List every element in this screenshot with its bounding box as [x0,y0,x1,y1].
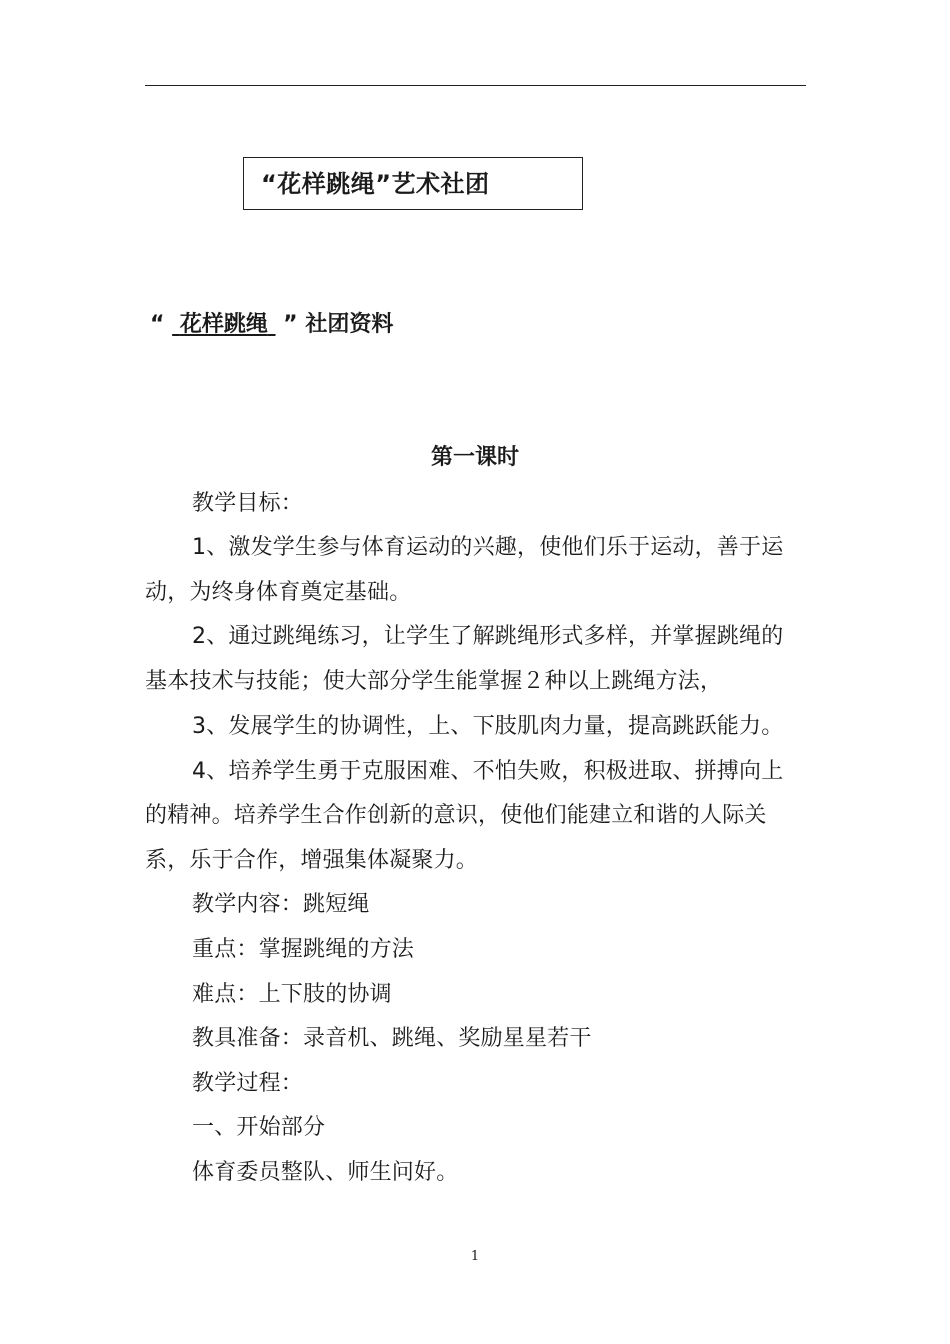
body-line: 2、通过跳绳练习，让学生了解跳绳形式多样，并掌握跳绳的 [192,624,784,649]
subtitle-club-name: 花样跳绳 [179,312,268,337]
document-subtitle [150,307,393,338]
body-line: 教具准备：录音机、跳绳、奖励星星若干 [192,1026,592,1051]
body-line: 3、发展学生的协调性，上、下肢肌肉力量，提高跳跃能力。 [192,714,784,739]
subtitle-rest: 社团资料 [305,312,394,337]
body-line: 4、培养学生勇于克服困难、不怕失败，积极进取、拼搏向上 [192,759,784,784]
body-line: 基本技术与技能；使大部分学生能掌握２种以上跳绳方法， [145,669,723,694]
body-line: 教学内容：跳短绳 [192,892,370,917]
body-line: 教学目标： [192,491,304,516]
club-title-box [243,157,583,210]
body-line: 难点：上下肢的协调 [192,982,392,1007]
body-line: 的精神。培养学生合作创新的意识，使他们能建立和谐的人际关 [145,803,767,828]
body-line: 1、激发学生参与体育运动的兴趣，使他们乐于运动，善于运 [192,535,784,560]
page-number: 1 [470,1249,480,1264]
body-line: 系，乐于合作，增强集体凝聚力。 [145,848,479,873]
body-line: 教学过程： [192,1071,304,1096]
club-title: “花样跳绳”艺术社团 [261,170,490,198]
body-line: 动，为终身体育奠定基础。 [145,580,412,605]
subtitle-open-quote: “ [150,312,165,337]
body-line: 重点：掌握跳绳的方法 [192,937,415,962]
header-rule [145,85,806,86]
lesson-title: 第一课时 [430,445,519,470]
body-line: 体育委员整队、师生问好。 [192,1160,459,1185]
body-line: 一、开始部分 [192,1115,326,1140]
subtitle-close-quote: ” [283,312,298,337]
